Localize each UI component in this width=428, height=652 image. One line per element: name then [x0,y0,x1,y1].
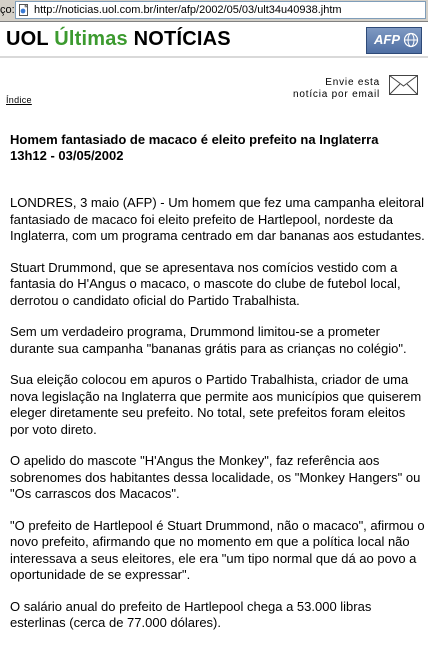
browser-address-bar [0,0,428,22]
article-paragraph: Sem um verdadeiro programa, Drummond limitou-se a prometer durante sua campanha "bananas grátis para as crianças no colégio". [10,324,407,356]
article-paragraph: Stuart Drummond, que se apresentava nos comícios vestido com a fantasia do H'Angus o macaco, o mascote do clube de futebol local, derrotou o candidato oficial do Partido Trabalhista. [10,259,401,308]
article-title: Homem fantasiado de macaco é eleito prefeito na Inglaterra [10,132,379,147]
article-body [10,195,425,647]
afp-logo-text: AFP [374,32,400,47]
page-icon [18,4,30,16]
article-headline [10,132,422,164]
address-label: ço: [0,4,15,16]
email-link-line2: notícia por email [293,89,380,100]
logo-uol: UOL [6,28,49,50]
logo-noticias: NOTÍCIAS [133,28,231,50]
email-article-link[interactable] [293,77,380,101]
article-paragraph: "O prefeito de Hartlepool é Stuart Drummond, não o macaco", afirmou o novo prefeito, afirmando que no momento em que a política local não interessava a seus eleitores, ele era "um tipo normal que dá ao povo a oportunidade de se expressar". [10,517,425,582]
email-link-line1: Envie esta [325,77,380,88]
address-url[interactable]: http://noticias.uol.com.br/inter/afp/2002/05/03/ult34u40938.jhtm [34,4,342,16]
logo-ultimas: Últimas [54,28,128,50]
site-header [0,24,428,58]
envelope-icon[interactable] [389,75,418,95]
article-paragraph: O salário anual do prefeito de Hartlepool chega a 53.000 libras esterlinas (cerca de 77.000 dólares). [10,598,372,630]
article-dateline: 13h12 - 03/05/2002 [10,148,124,163]
globe-icon [403,32,419,48]
index-link[interactable]: Índice [6,95,32,105]
article-paragraph: LONDRES, 3 maio (AFP) - Um homem que fez uma campanha eleitoral fantasiado de macaco foi eleito prefeito de Hartlepool, nordeste da Inglaterra, com um programa centrado em dar bananas aos estudantes. [10,195,425,243]
address-field[interactable] [15,1,426,19]
afp-logo [366,27,422,54]
article-paragraph: Sua eleição colocou em apuros o Partido Trabalhista, criador de uma nova legislação na Inglaterra que permite aos municípios que quiserem eleger diretamente seu prefeito. No total, sete prefeitos foram eleitos por voto direto. [10,372,422,437]
site-logo[interactable] [6,27,231,51]
article-paragraph: O apelido do mascote "H'Angus the Monkey", faz referência aos sobrenomes dos habitantes dessa localidade, os "Monkey Hangers" ou "Os carrascos dos Macacos". [10,453,421,501]
